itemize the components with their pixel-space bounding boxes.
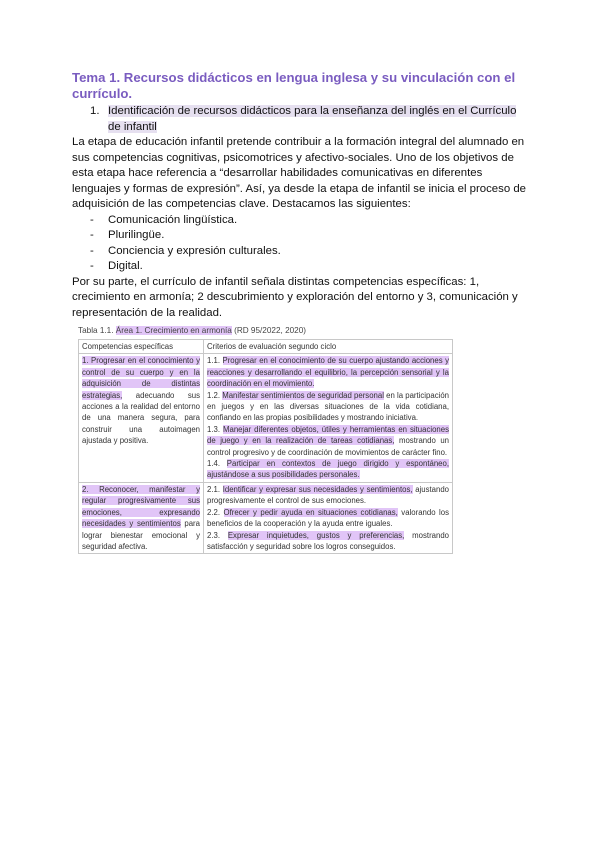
section-heading [90, 104, 530, 135]
criterion: 1.2. Manifestar sentimientos de seguridad personal en la participación en juegos y en las diversas situaciones de la vida cotidiana, confiando en las propias posibilidades y mostrando iniciativa. [207, 390, 450, 423]
header-cell: Competencias específicas [79, 340, 204, 354]
body-text [72, 135, 530, 321]
list-item: - Digital. [90, 260, 143, 272]
outro-paragraph: Por su parte, el currículo de infantil señala distintas competencias específicas: 1, crecimiento en armonía; 2 descubrimiento y exploración del entorno y 3, comunicación y representación de la realidad. [72, 275, 518, 319]
header-cell: Criterios de evaluación segundo ciclo [204, 340, 453, 354]
criterion: 2.3. Expresar inquietudes, gustos y preferencias, mostrando satisfacción y seguridad sobre los logros conseguidos. [207, 530, 450, 551]
table-row [79, 482, 453, 553]
competences-table [78, 339, 453, 554]
criteria-cell [204, 482, 453, 553]
table-row [79, 354, 453, 482]
criterion: 1.1. Progresar en el conocimiento de su cuerpo ajustando acciones y reacciones y desarrollando el equilibrio, la percepción sensorial y la coordinación en el movimiento. [207, 356, 449, 389]
competence-cell: 2. Reconocer, manifestar y regular progresivamente sus emociones, expresando necesidades y sentimientos para lograr bienestar emocional y seguridad afectiva. [79, 482, 204, 553]
list-item: - Plurilingüe. [90, 229, 165, 241]
criterion: 2.1. Identificar y expresar sus necesidades y sentimientos, ajustando progresivamente el control de sus emociones. [207, 484, 450, 506]
intro-paragraph: La etapa de educación infantil pretende contribuir a la formación integral del alumnado en sus competencias cognitivas, psicomotrices y afectivo-sociales. Uno de los objetivos de esta etapa hace referencia a “desarrollar habilidades comunicativas en diferentes lenguajes y formas de expresión”. Así, ya desde la etapa de infantil se inicia el proceso de adquisición de las competencias clave. Destacamos las siguientes: [72, 136, 526, 210]
table-header-row [79, 340, 453, 354]
competences-list [72, 213, 530, 275]
page-title: Tema 1. Recursos didácticos en lengua inglesa y su vinculación con el currículo. [72, 70, 516, 101]
heading-text: Identificación de recursos didácticos para la enseñanza del inglés en el Currículo de infantil [108, 105, 517, 133]
list-item: - Conciencia y expresión culturales. [90, 244, 281, 257]
criterion: 1.4. Participar en contextos de juego dirigido y espontáneo, ajustándose a sus posibilidades personales. [207, 459, 449, 480]
criterion: 2.2. Ofrecer y pedir ayuda en situaciones cotidianas, valorando los beneficios de la cooperación y la ayuda entre iguales. [207, 507, 450, 529]
competence-cell: 1. Progresar en el conocimiento y control de su cuerpo y en la adquisición de distintas estrategias, adecuando sus acciones a la realidad del entorno de una manera segura, para construir una autoimagen ajustada y positiva. [79, 354, 204, 482]
heading-number: 1. [90, 105, 100, 117]
list-item: - Comunicación lingüística. [90, 213, 238, 226]
criteria-cell [204, 354, 453, 482]
criterion: 1.3. Manejar diferentes objetos, útiles y herramientas en situaciones de juego y en la realización de tareas cotidianas, mostrando un control progresivo y de coordinación de movimientos de carácter fino. [207, 424, 450, 457]
table-caption: Tabla 1.1. Área 1. Crecimiento en armonía (RD 95/2022, 2020) [78, 326, 307, 335]
